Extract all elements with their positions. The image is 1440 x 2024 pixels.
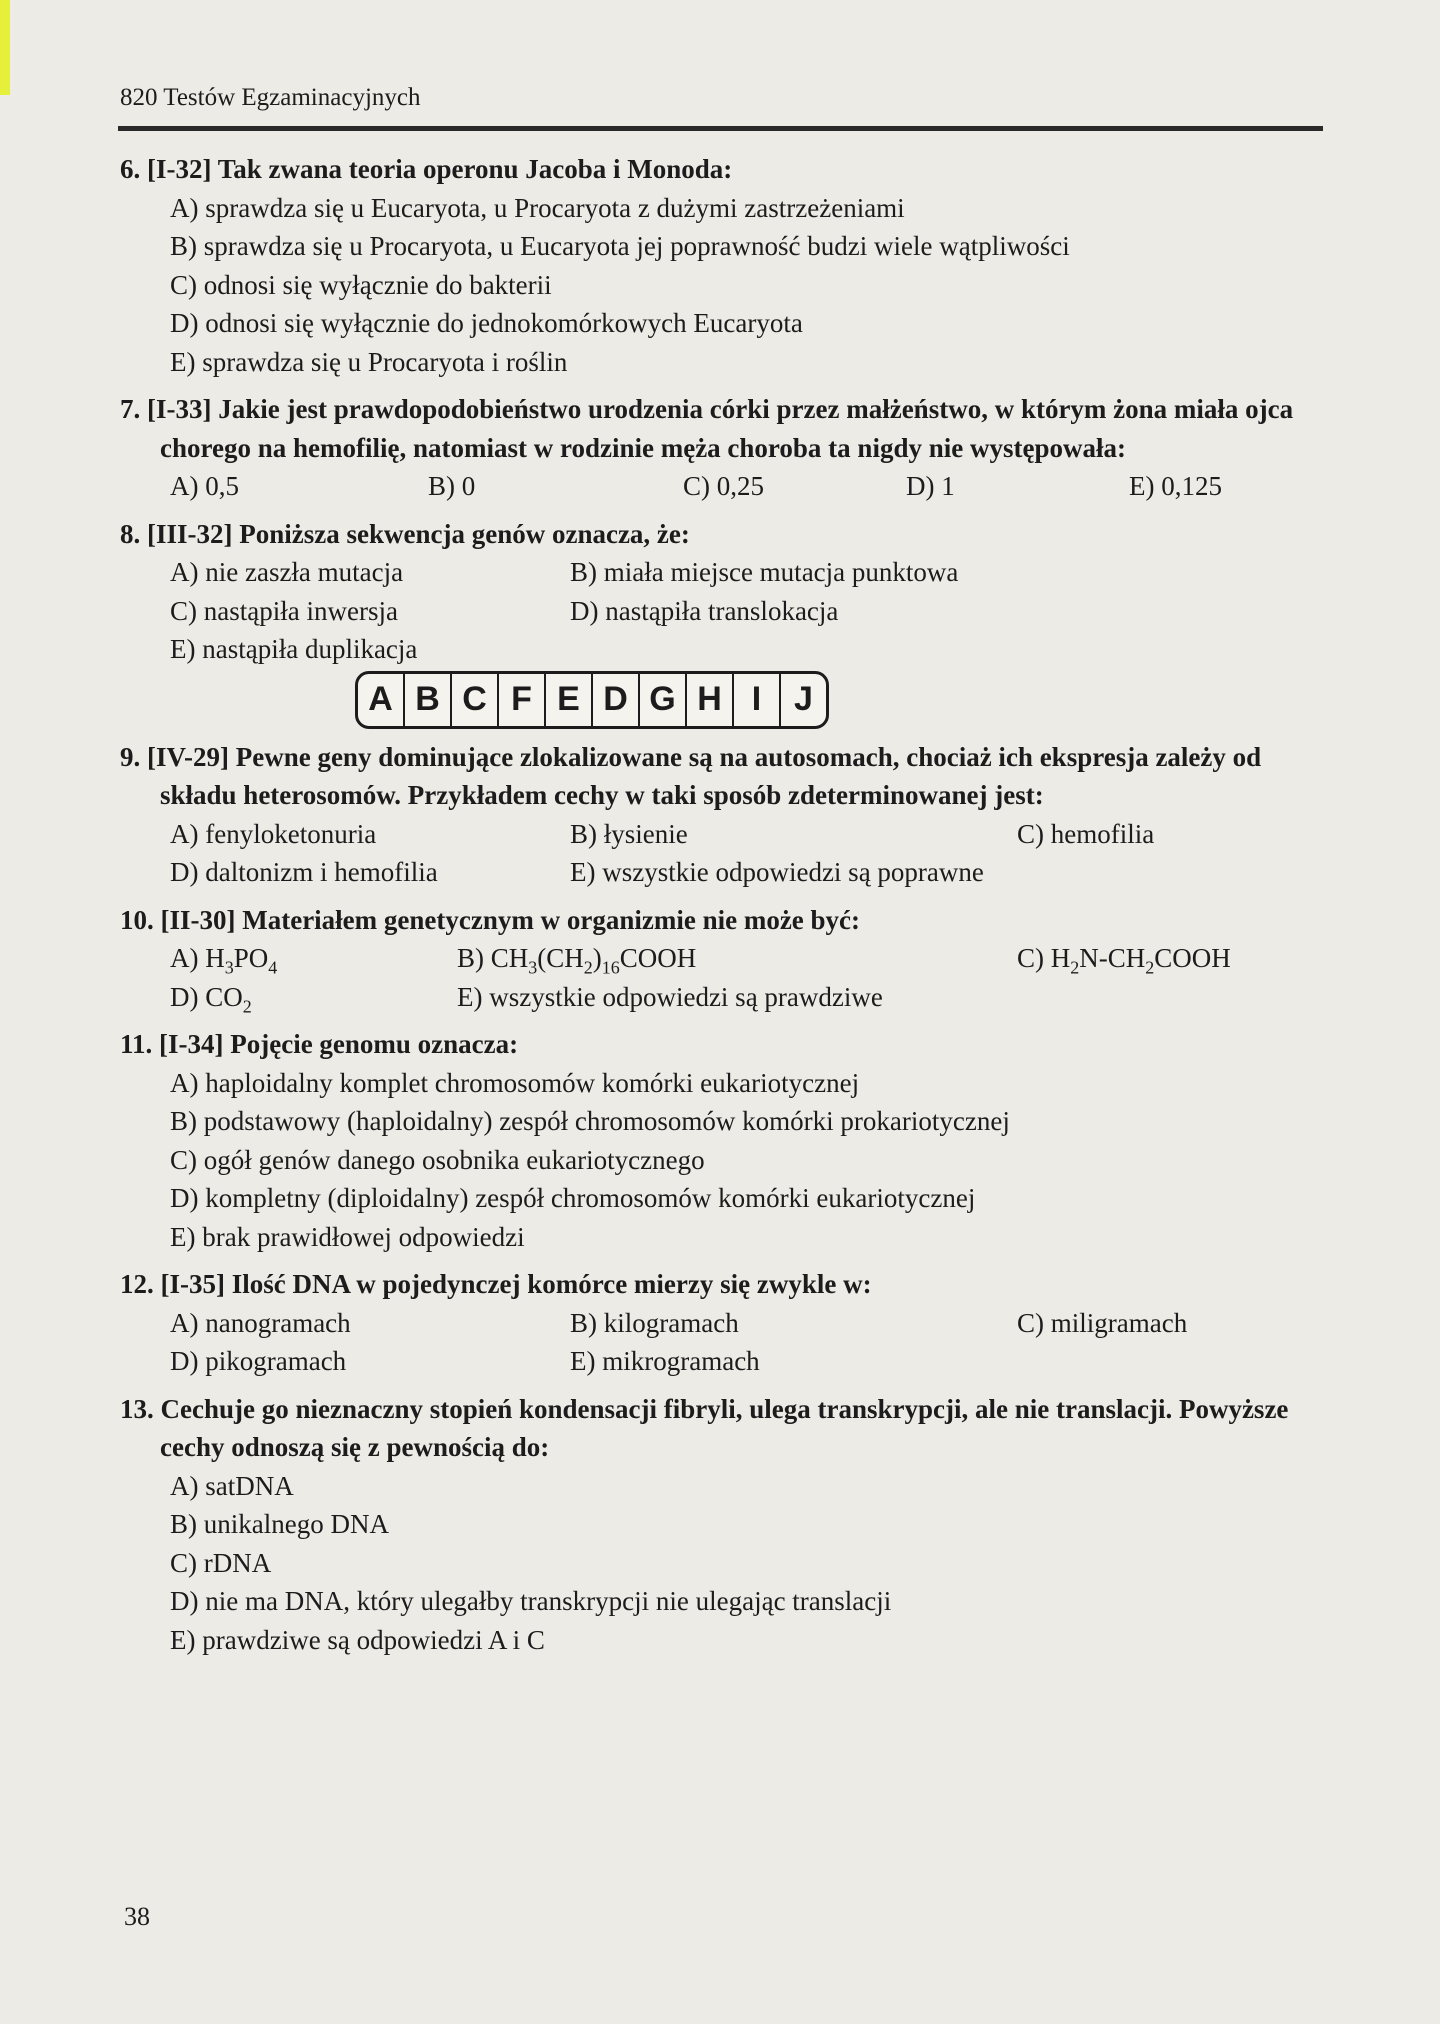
gene-cell: E — [546, 674, 593, 726]
answer-option: E) sprawdza się u Procaryota i roślin — [170, 346, 568, 377]
gene-cell: H — [687, 674, 734, 726]
answer-option: A) fenyloketonuria — [170, 818, 377, 849]
answer-row — [120, 467, 1325, 506]
question-9 — [120, 738, 1325, 892]
question-title: 11. [I-34] Pojęcie genomu oznacza: — [120, 1029, 519, 1059]
page-number: 38 — [124, 1902, 150, 1931]
question-8 — [120, 515, 1325, 729]
answer-option-a: A) $H_3PO_4$ — [170, 943, 278, 978]
answer-option-b: B) $CH_3(CH_2)_{16}COOH$ — [457, 943, 697, 978]
answer-option: C) odnosi się wyłącznie do bakterii — [170, 269, 552, 300]
answer-option: C) nastąpiła inwersja — [170, 595, 398, 626]
answer-option: D) pikogramach — [170, 1346, 347, 1376]
gene-cell: G — [640, 674, 687, 726]
answer-row — [120, 939, 1325, 978]
answer-option: E) prawdziwe są odpowiedzi A i C — [170, 1624, 545, 1655]
question-title: 7. [I-33] Jakie jest prawdopodobieństwo urodzenia córki przez małżeństwo, w którym żona miała ojca chorego na hemofilię, natomiast w rodzinie męża choroba ta nigdy nie występowała: — [120, 394, 1294, 463]
question-13 — [120, 1390, 1325, 1660]
answer-option: C) 0,25 — [683, 471, 764, 501]
question-title: 8. [III-32] Poniższa sekwencja genów oznacza, że: — [120, 518, 690, 549]
question-6 — [120, 150, 1325, 381]
answer-option: E) mikrogramach — [570, 1346, 760, 1376]
questions-content — [120, 150, 1325, 1668]
answer-row — [120, 1342, 1325, 1381]
answer-option: B) miała miejsce mutacja punktowa — [570, 557, 959, 587]
answer-option: C) miligramach — [1017, 1307, 1188, 1338]
answer-option: D) daltonizm i hemofilia — [170, 857, 438, 887]
answer-option: D) kompletny (diploidalny) zespół chromosomów komórki eukariotycznej — [170, 1183, 976, 1213]
answer-option: E) nastąpiła duplikacja — [170, 634, 418, 664]
answer-row — [120, 978, 1325, 1017]
answer-option: A) satDNA — [170, 1470, 294, 1501]
answer-option: A) nie zaszła mutacja — [170, 557, 404, 587]
header-rule — [118, 126, 1323, 131]
gene-cell: F — [499, 674, 546, 726]
answer-option-d: D) $CO_2$ — [170, 981, 252, 1016]
answer-option: B) sprawdza się u Procaryota, u Eucaryota jej poprawność budzi wiele wątpliwości — [170, 231, 1070, 261]
question-7 — [120, 390, 1325, 506]
question-12 — [120, 1265, 1325, 1381]
answer-option: B) kilogramach — [570, 1307, 739, 1338]
highlight-stripe — [0, 0, 10, 95]
answer-row — [120, 853, 1325, 892]
answer-option: E) wszystkie odpowiedzi są poprawne — [570, 857, 984, 887]
answer-option: D) odnosi się wyłącznie do jednokomórkowych Eucaryota — [170, 308, 803, 338]
question-title: 12. [I-35] Ilość DNA w pojedynczej komórce mierzy się zwykle w: — [120, 1269, 872, 1299]
answer-option: C) ogół genów danego osobnika eukariotycznego — [170, 1144, 705, 1175]
answer-option: B) podstawowy (haploidalny) zespół chromosomów komórki prokariotycznej — [170, 1106, 1010, 1136]
answer-option: D) 1 — [906, 471, 955, 501]
question-title: 10. [II-30] Materiałem genetycznym w organizmie nie może być: — [120, 904, 861, 935]
question-title: 13. Cechuje go nieznaczny stopień kondensacji fibryli, ulega transkrypcji, ale nie translacji. Powyższe cechy odnoszą się z pewnością do: — [120, 1393, 1289, 1462]
answer-option: A) haploidalny komplet chromosomów komórki eukariotycznej — [170, 1067, 860, 1098]
gene-cell: B — [405, 674, 452, 726]
answer-option: A) sprawdza się u Eucaryota, u Procaryota z dużymi zastrzeżeniami — [170, 192, 905, 223]
question-10 — [120, 901, 1325, 1017]
gene-cell: J — [794, 680, 813, 719]
gene-sequence-diagram — [355, 671, 829, 729]
answer-option: D) nastąpiła translokacja — [570, 595, 839, 626]
answer-row — [120, 592, 1325, 631]
answer-option: C) rDNA — [170, 1547, 272, 1578]
answer-option: E) 0,125 — [1129, 471, 1222, 501]
gene-cell: I — [734, 674, 781, 726]
answer-row — [120, 1304, 1325, 1343]
answer-option: B) unikalnego DNA — [170, 1509, 389, 1539]
answer-option-c: C) $H_2N-CH_2COOH$ — [1017, 943, 1231, 978]
answer-option: D) nie ma DNA, który ulegałby transkrypcji nie ulegając translacji — [170, 1586, 892, 1616]
gene-cell: D — [593, 674, 640, 726]
answer-option-e: E) wszystkie odpowiedzi są prawdziwe — [457, 981, 883, 1012]
answer-option: E) brak prawidłowej odpowiedzi — [170, 1221, 525, 1252]
answer-row — [120, 815, 1325, 854]
running-header: 820 Testów Egzaminacyjnych — [120, 84, 421, 111]
answer-option: B) łysienie — [570, 818, 688, 849]
question-11 — [120, 1025, 1325, 1256]
answer-option: A) 0,5 — [170, 471, 239, 501]
answer-option: C) hemofilia — [1017, 818, 1155, 849]
answer-row — [120, 553, 1325, 592]
question-title: 9. [IV-29] Pewne geny dominujące zlokalizowane są na autosomach, chociaż ich ekspresja zależy od składu heterosomów. Przykładem cechy w taki sposób zdeterminowanej jest: — [120, 741, 1262, 810]
question-title: 6. [I-32] Tak zwana teoria operonu Jacoba i Monoda: — [120, 154, 733, 184]
answer-option: B) 0 — [428, 471, 476, 501]
answer-option: A) nanogramach — [170, 1307, 351, 1338]
gene-cell: A — [358, 674, 405, 726]
gene-cell: C — [452, 674, 499, 726]
